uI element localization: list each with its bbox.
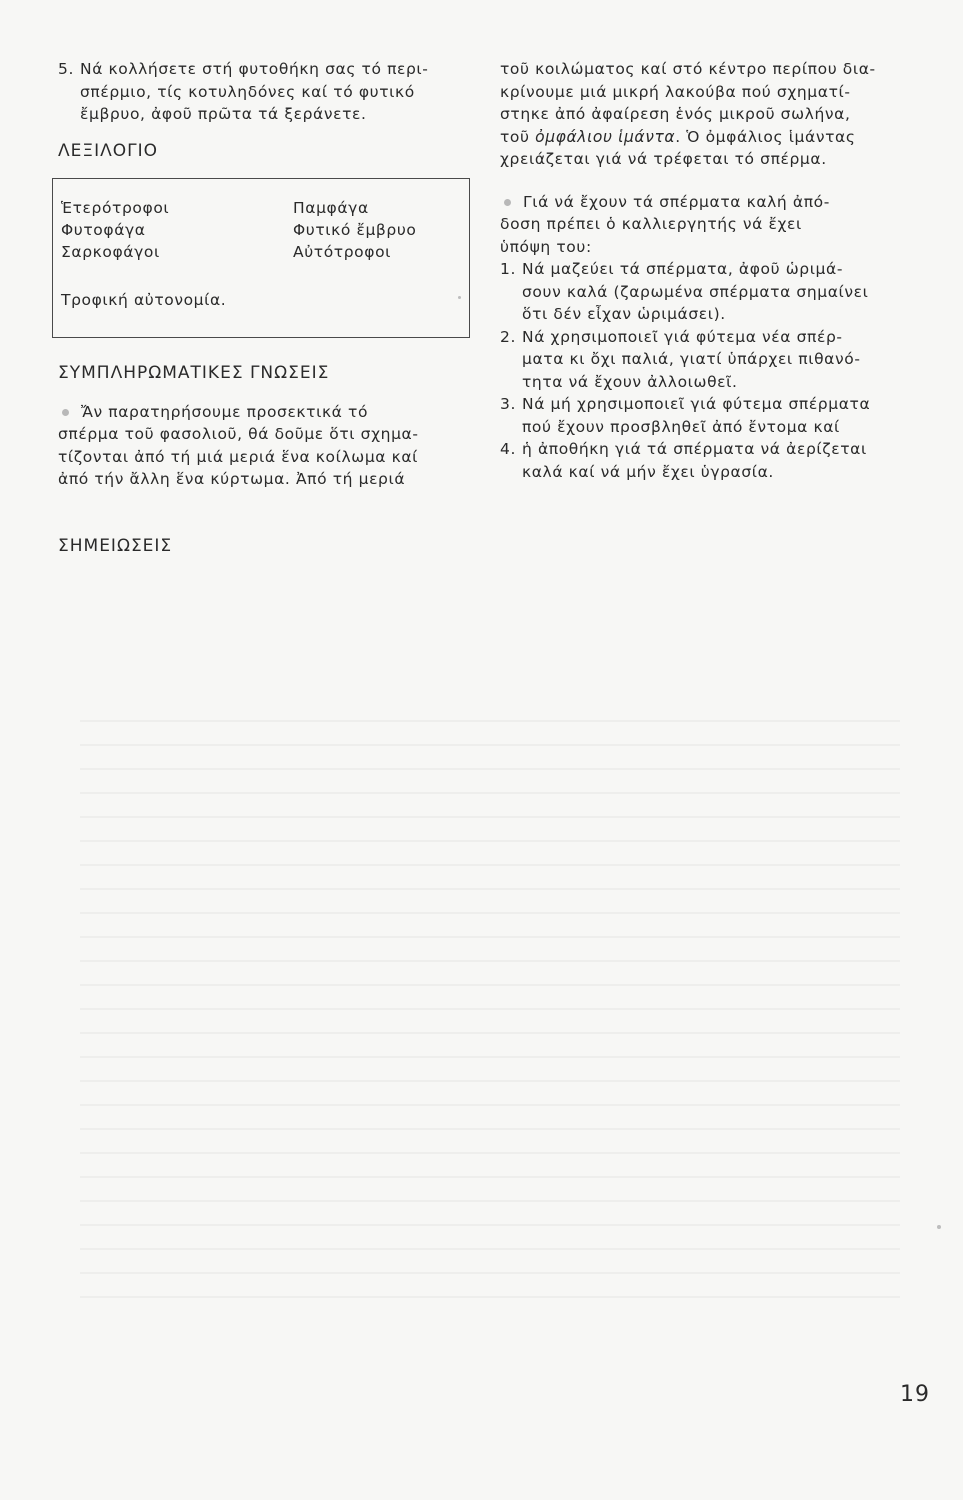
bullet-icon [504, 199, 511, 206]
item-5-line: Νά κολλήσετε στή φυτοθήκη σας τό περι- [80, 60, 429, 78]
list-item-number: 1. [500, 260, 516, 278]
list-item-line: τητα νά ἔχουν ἀλλοιωθεῖ. [522, 372, 738, 391]
supp-line: ἀπό τήν ἄλλη ἕνα κύρτωμα. Ἀπό τή μεριά [58, 470, 406, 488]
bullet-icon [62, 409, 69, 416]
cont-line: κρίνουμε μιά μικρή λακούβα πού σχηματί- [500, 82, 851, 101]
supplementary-paragraph [58, 401, 478, 491]
list-item [500, 438, 920, 483]
list-item-line: Νά μαζεύει τά σπέρματα, ἀφοῦ ὡριμά- [522, 260, 844, 278]
cont-line: στηκε ἀπό ἀφαίρεση ἑνός μικροῦ σωλήνα, [500, 105, 851, 123]
vocab-term: Τροφική αὐτονομία. [61, 291, 227, 309]
intro-paragraph [500, 191, 920, 259]
speck [937, 1225, 941, 1229]
list-item-line: ὅτι δέν εἶχαν ὡριμάσει). [522, 305, 726, 323]
vocab-term: Φυτοφάγα [61, 221, 146, 239]
supp-line: σπέρμα τοῦ φασολιοῦ, θά δοῦμε ὅτι σχημα- [58, 425, 419, 443]
cont-text: . Ὁ ὀμφάλιος ἱμάντας [675, 127, 856, 146]
list-item-line: ἡ ἀποθήκη γιά τά σπέρματα νά ἀερίζεται [522, 440, 867, 458]
supp-line: τίζονται ἀπό τή μιά μεριά ἕνα κοίλωμα καί [58, 447, 419, 466]
list-item-line: Νά χρησιμοποιεῖ γιά φύτεμα νέα σπέρ- [522, 327, 843, 346]
show-through-texture [80, 720, 900, 1320]
intro-line: ὑπόψη του: [500, 237, 592, 256]
list-item-line: καλά καί νά μήν ἔχει ὑγρασία. [522, 462, 774, 481]
list-item-number: 4. [500, 440, 516, 458]
left-column [58, 58, 478, 162]
item-5-line: σπέρμιο, τίς κοτυληδόνες καί τό φυτικό [80, 82, 415, 101]
page-number: 19 [900, 1382, 930, 1407]
item-5 [58, 58, 478, 81]
list-item-number: 3. [500, 395, 516, 413]
list-item-line: πού ἔχουν προσβληθεῖ ἀπό ἔντομα καί [522, 417, 840, 436]
supplementary-section [58, 362, 478, 557]
umbilical-term: ὀμφάλιου ἱμάντα [535, 127, 676, 146]
item-5-line: ἔμβρυο, ἀφοῦ πρῶτα τά ξεράνετε. [80, 105, 367, 123]
right-column [500, 58, 920, 483]
supplementary-heading: ΣΥΜΠΛΗΡΩΜΑΤΙΚΕΣ ΓΝΩΣΕΙΣ [58, 363, 330, 383]
notes-heading: ΣΗΜΕΙΩΣΕΙΣ [58, 535, 173, 556]
item-5-number: 5. [58, 60, 74, 78]
vocabulary-terms [61, 197, 473, 263]
list-item-line: Νά μή χρησιμοποιεῖ γιά φύτεμα σπέρματα [522, 395, 871, 413]
list-item [500, 258, 920, 326]
list-item [500, 393, 920, 438]
cont-line: τοῦ κοιλώματος καί στό κέντρο περίπου δια- [500, 60, 876, 78]
list-item [500, 326, 920, 394]
vocab-term: Παμφάγα [293, 199, 369, 217]
vocab-term: Φυτικό ἔμβρυο [293, 221, 417, 239]
cont-text: τοῦ [500, 127, 536, 146]
intro-line: δοση πρέπει ὁ καλλιεργητής νά ἔχει [500, 215, 802, 233]
vocab-term: Αὐτότροφοι [293, 243, 391, 261]
vocab-term: Σαρκοφάγοι [61, 243, 160, 261]
cont-line [500, 126, 920, 149]
continuation-paragraph [500, 58, 920, 171]
list-item-number: 2. [500, 327, 516, 346]
requirements-list [500, 258, 920, 483]
vocab-term: Ἑτερότροφοι [61, 199, 170, 217]
vocabulary-heading: ΛΕΞΙΛΟΓΙΟ [58, 140, 159, 161]
list-item-line: ματα κι ὄχι παλιά, γιατί ὑπάρχει πιθανό- [522, 350, 861, 368]
list-item-line: σουν καλά (ζαρωμένα σπέρματα σημαίνει [522, 282, 869, 301]
intro-line: Γιά νά ἔχουν τά σπέρματα καλή ἀπό- [523, 192, 830, 211]
cont-line: χρειάζεται γιά νά τρέφεται τό σπέρμα. [500, 150, 827, 168]
supp-line: Ἄν παρατηρήσουμε προσεκτικά τό [81, 402, 369, 421]
vocabulary-box [52, 178, 470, 338]
